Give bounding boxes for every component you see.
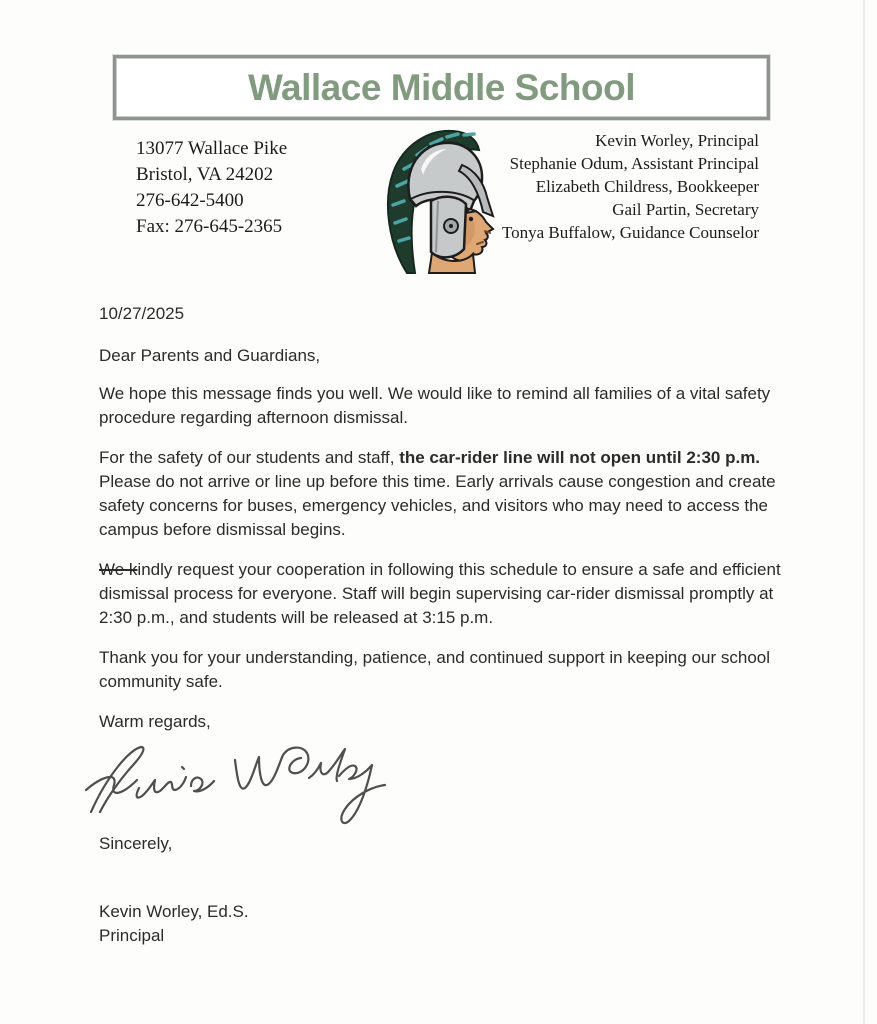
paragraph-thanks: Thank you for your understanding, patience, and continued support in keeping our school community safe.	[99, 648, 771, 691]
trojan-helmet-mascot-icon	[374, 123, 500, 275]
contact-line-address: 13077 Wallace Pike	[136, 138, 288, 159]
signer-title: Principal	[99, 926, 165, 945]
signer-name: Kevin Worley, Ed.S.	[99, 902, 249, 921]
signature-block	[83, 736, 781, 832]
paragraph-cooperation-struck-text: We k	[99, 560, 138, 579]
paragraph-car-rider	[99, 446, 781, 542]
paragraph-car-rider-rest: Please do not arrive or line up before this time. Early arrivals cause congestion and create safety concerns for buses, emergency vehicles, and visitors who may need to access the campus before dismissal begins.	[99, 472, 776, 539]
paragraph-cooperation-rest: indly request your cooperation in following this schedule to ensure a safe and efficient dismissal process for everyone. Staff will begin supervising car-rider dismissal promptly at 2:30 p.m., and students will be released at 3:15 p.m.	[99, 560, 781, 627]
letter-date: 10/27/2025	[99, 304, 185, 323]
staff-list	[502, 129, 759, 244]
contact-block	[136, 136, 287, 240]
paragraph-cooperation	[99, 558, 781, 630]
closing-warm-regards: Warm regards,	[99, 712, 211, 731]
paragraph-intro: We hope this message finds you well. We would like to remind all families of a vital safety procedure regarding afternoon dismissal.	[99, 384, 771, 427]
handwritten-signature-kevin-worley	[83, 736, 395, 832]
paragraph-car-rider-lead: For the safety of our students and staff,	[99, 448, 400, 467]
staff-line-bookkeeper: Elizabeth Childress, Bookkeeper	[535, 177, 759, 196]
school-name-banner	[113, 55, 770, 120]
school-name: Wallace Middle School	[248, 66, 635, 108]
salutation: Dear Parents and Guardians,	[99, 346, 321, 365]
contact-line-city: Bristol, VA 24202	[136, 164, 274, 185]
letter-body	[99, 302, 781, 948]
paragraph-car-rider-bold: the car-rider line will not open until 2:30 p.m.	[399, 448, 761, 467]
staff-line-guidance-counselor: Tonya Buffalow, Guidance Counselor	[501, 223, 759, 242]
contact-line-phone: 276-642-5400	[136, 190, 244, 211]
closing-sincerely: Sincerely,	[99, 834, 173, 853]
staff-line-assistant-principal: Stephanie Odum, Assistant Principal	[509, 154, 759, 173]
scan-edge-artifact	[863, 0, 865, 1024]
staff-line-secretary: Gail Partin, Secretary	[612, 200, 759, 219]
contact-line-fax: Fax: 276-645-2365	[136, 216, 283, 237]
staff-line-principal: Kevin Worley, Principal	[595, 131, 759, 150]
signer-block	[99, 900, 781, 948]
